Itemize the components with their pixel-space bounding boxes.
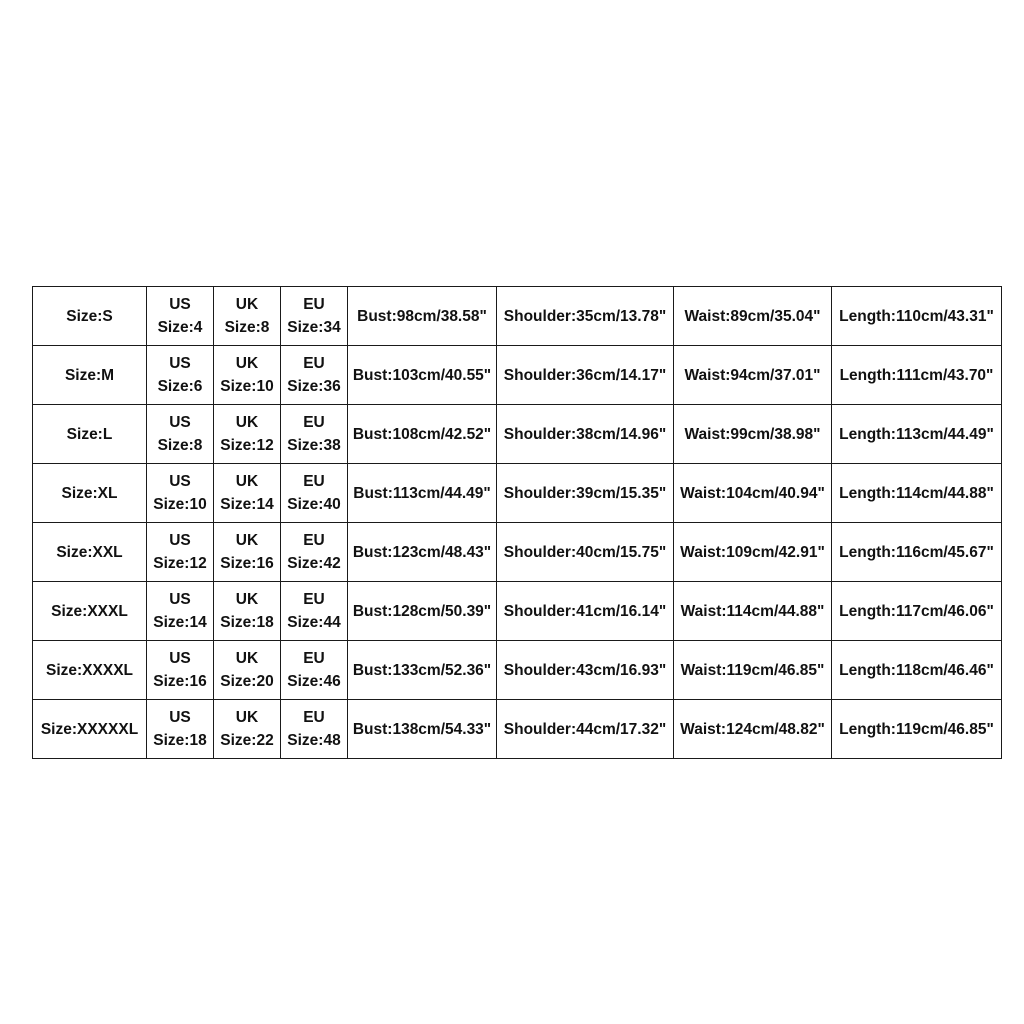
size-chart-body [33, 287, 1002, 759]
eu-size-value: Size:40 [287, 496, 341, 513]
us-label: US [169, 532, 191, 549]
us-size-cell [147, 464, 214, 523]
bust-cell: Bust:128cm/50.39" [348, 582, 497, 641]
uk-size-cell [214, 523, 281, 582]
uk-size-value: Size:14 [220, 496, 274, 513]
eu-size-cell [281, 523, 348, 582]
waist-cell: Waist:104cm/40.94" [674, 464, 832, 523]
waist-cell: Waist:124cm/48.82" [674, 700, 832, 759]
us-size-cell [147, 287, 214, 346]
waist-cell: Waist:114cm/44.88" [674, 582, 832, 641]
size-row [33, 700, 1002, 759]
shoulder-cell: Shoulder:44cm/17.32" [497, 700, 674, 759]
uk-label: UK [235, 355, 259, 372]
shoulder-cell: Shoulder:43cm/16.93" [497, 641, 674, 700]
us-size-value: Size:18 [153, 732, 207, 749]
waist-cell: Waist:89cm/35.04" [674, 287, 832, 346]
uk-size-cell [214, 405, 281, 464]
length-cell: Length:114cm/44.88" [832, 464, 1002, 523]
size-cell: Size:XXL [33, 523, 147, 582]
uk-size-cell [214, 582, 281, 641]
bust-cell: Bust:123cm/48.43" [348, 523, 497, 582]
uk-size-value: Size:8 [224, 319, 270, 336]
us-label: US [169, 591, 191, 608]
us-size-value: Size:4 [157, 319, 203, 336]
eu-size-cell [281, 346, 348, 405]
size-chart-table [32, 286, 1002, 759]
shoulder-cell: Shoulder:39cm/15.35" [497, 464, 674, 523]
eu-label: EU [303, 414, 325, 431]
eu-size-cell [281, 700, 348, 759]
shoulder-cell: Shoulder:41cm/16.14" [497, 582, 674, 641]
size-row [33, 464, 1002, 523]
eu-label: EU [303, 473, 325, 490]
us-label: US [169, 650, 191, 667]
eu-size-cell [281, 464, 348, 523]
uk-size-value: Size:18 [220, 614, 274, 631]
waist-cell: Waist:119cm/46.85" [674, 641, 832, 700]
eu-label: EU [303, 650, 325, 667]
uk-size-value: Size:16 [220, 555, 274, 572]
us-size-value: Size:6 [157, 378, 203, 395]
bust-cell: Bust:108cm/42.52" [348, 405, 497, 464]
us-size-cell [147, 346, 214, 405]
uk-label: UK [235, 532, 259, 549]
us-label: US [169, 473, 191, 490]
uk-size-value: Size:22 [220, 732, 274, 749]
us-label: US [169, 355, 191, 372]
uk-size-value: Size:20 [220, 673, 274, 690]
us-size-cell [147, 582, 214, 641]
waist-cell: Waist:94cm/37.01" [674, 346, 832, 405]
uk-size-cell [214, 641, 281, 700]
eu-size-value: Size:42 [287, 555, 341, 572]
waist-cell: Waist:99cm/38.98" [674, 405, 832, 464]
uk-size-value: Size:12 [220, 437, 274, 454]
uk-size-value: Size:10 [220, 378, 274, 395]
us-label: US [169, 296, 191, 313]
uk-label: UK [235, 473, 259, 490]
us-label: US [169, 709, 191, 726]
eu-label: EU [303, 296, 325, 313]
eu-size-value: Size:46 [287, 673, 341, 690]
eu-size-value: Size:48 [287, 732, 341, 749]
us-size-cell [147, 641, 214, 700]
eu-label: EU [303, 709, 325, 726]
bust-cell: Bust:133cm/52.36" [348, 641, 497, 700]
shoulder-cell: Shoulder:38cm/14.96" [497, 405, 674, 464]
shoulder-cell: Shoulder:40cm/15.75" [497, 523, 674, 582]
uk-label: UK [235, 650, 259, 667]
uk-size-cell [214, 287, 281, 346]
length-cell: Length:116cm/45.67" [832, 523, 1002, 582]
us-size-value: Size:8 [157, 437, 203, 454]
eu-size-value: Size:38 [287, 437, 341, 454]
us-size-value: Size:14 [153, 614, 207, 631]
size-row [33, 346, 1002, 405]
size-row [33, 582, 1002, 641]
size-cell: Size:M [33, 346, 147, 405]
shoulder-cell: Shoulder:35cm/13.78" [497, 287, 674, 346]
eu-size-value: Size:44 [287, 614, 341, 631]
us-size-cell [147, 523, 214, 582]
shoulder-cell: Shoulder:36cm/14.17" [497, 346, 674, 405]
length-cell: Length:110cm/43.31" [832, 287, 1002, 346]
eu-size-value: Size:36 [287, 378, 341, 395]
eu-size-cell [281, 405, 348, 464]
uk-size-cell [214, 346, 281, 405]
eu-label: EU [303, 532, 325, 549]
eu-size-cell [281, 582, 348, 641]
bust-cell: Bust:98cm/38.58" [348, 287, 497, 346]
size-cell: Size:XXXL [33, 582, 147, 641]
size-row [33, 287, 1002, 346]
us-size-value: Size:12 [153, 555, 207, 572]
waist-cell: Waist:109cm/42.91" [674, 523, 832, 582]
us-size-value: Size:10 [153, 496, 207, 513]
size-row [33, 405, 1002, 464]
bust-cell: Bust:138cm/54.33" [348, 700, 497, 759]
uk-label: UK [235, 414, 259, 431]
eu-size-value: Size:34 [287, 319, 341, 336]
size-cell: Size:XXXXL [33, 641, 147, 700]
size-cell: Size:XXXXXL [33, 700, 147, 759]
bust-cell: Bust:113cm/44.49" [348, 464, 497, 523]
us-size-cell [147, 700, 214, 759]
uk-size-cell [214, 464, 281, 523]
eu-label: EU [303, 591, 325, 608]
size-cell: Size:XL [33, 464, 147, 523]
length-cell: Length:118cm/46.46" [832, 641, 1002, 700]
size-row [33, 641, 1002, 700]
eu-size-cell [281, 641, 348, 700]
us-size-cell [147, 405, 214, 464]
size-cell: Size:L [33, 405, 147, 464]
length-cell: Length:111cm/43.70" [832, 346, 1002, 405]
uk-label: UK [235, 709, 259, 726]
length-cell: Length:117cm/46.06" [832, 582, 1002, 641]
uk-size-cell [214, 700, 281, 759]
size-row [33, 523, 1002, 582]
eu-size-cell [281, 287, 348, 346]
eu-label: EU [303, 355, 325, 372]
uk-label: UK [235, 591, 259, 608]
us-size-value: Size:16 [153, 673, 207, 690]
length-cell: Length:119cm/46.85" [832, 700, 1002, 759]
us-label: US [169, 414, 191, 431]
bust-cell: Bust:103cm/40.55" [348, 346, 497, 405]
length-cell: Length:113cm/44.49" [832, 405, 1002, 464]
size-cell: Size:S [33, 287, 147, 346]
uk-label: UK [235, 296, 259, 313]
